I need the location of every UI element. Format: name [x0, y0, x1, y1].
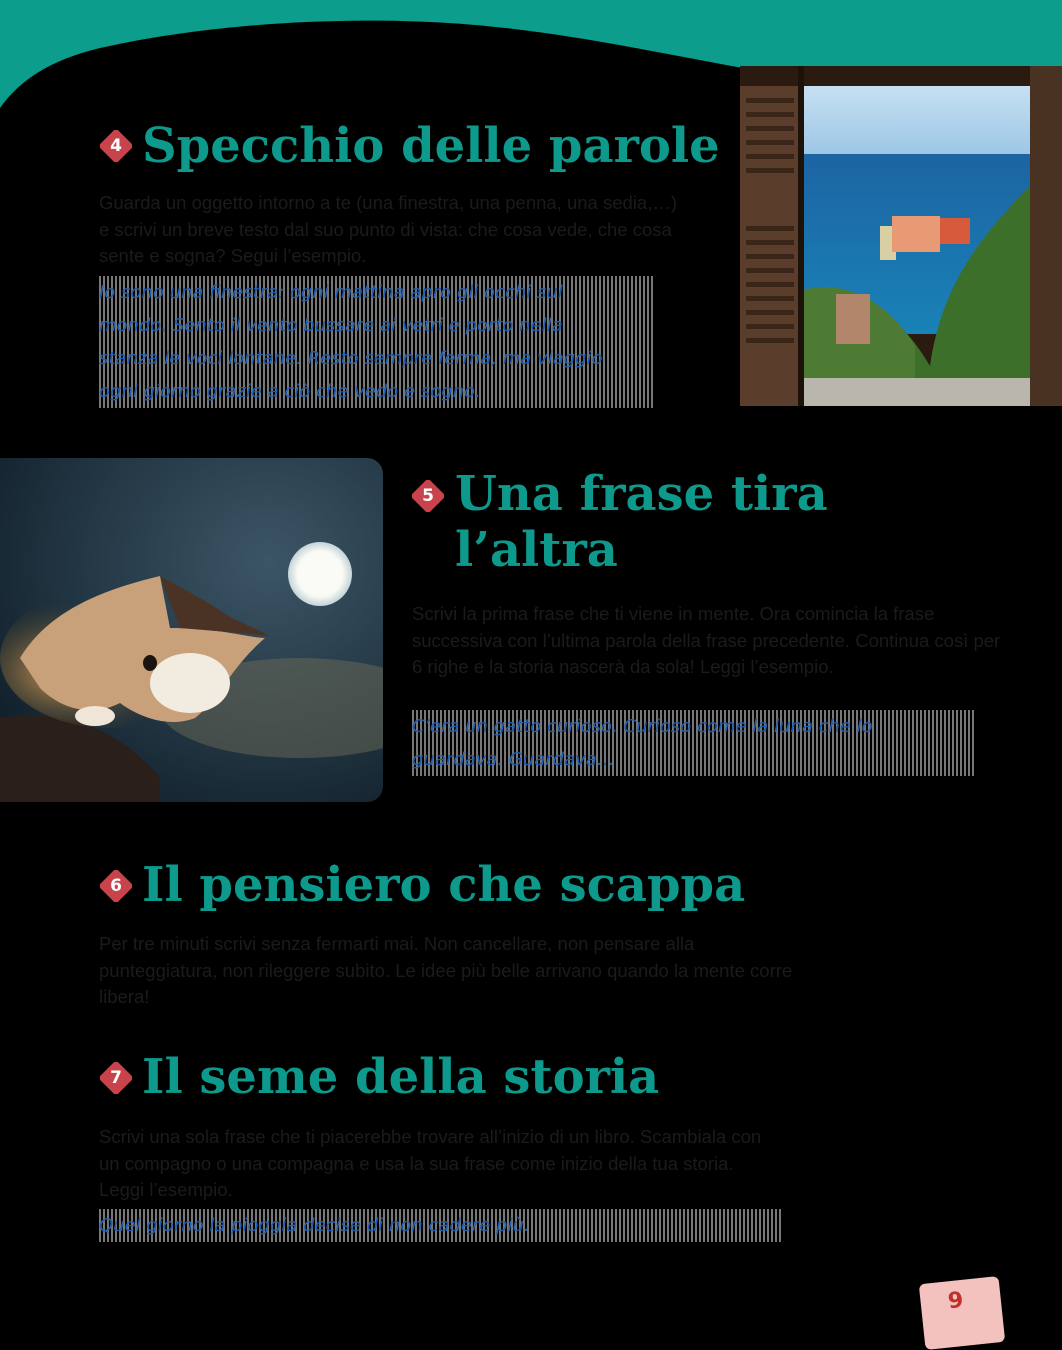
section-6-number: 6: [110, 876, 122, 896]
cat-moon-photo: [0, 458, 383, 802]
example-line: ogni giorno grazie a ciò che vedo e sogno.: [99, 381, 481, 402]
example-line: guardava. Guardava…: [412, 749, 615, 770]
section-4-title: Specchio delle parole: [142, 118, 720, 174]
window-sea-photo: [740, 66, 1062, 406]
section-4-badge: [100, 130, 132, 162]
section-6-title: Il pensiero che scappa: [142, 857, 746, 913]
section-4-example: [99, 276, 653, 408]
example-line: Quel giorno la pioggia decise di non cadere più.: [99, 1215, 530, 1236]
section-5-instructions: Scrivi la prima frase che ti viene in mente. Ora comincia la frase successiva con l’ultima parola della frase precedente. Continua così per 6 righe e la storia nascerà da sola! Leggi l’esempio.: [412, 603, 1001, 677]
example-line: Io sono una finestra: ogni mattina apro gli occhi sul: [99, 282, 563, 303]
example-line: C’era un gatto curioso. Curioso come la luna che lo: [412, 716, 873, 737]
section-6-instructions: Per tre minuti scrivi senza fermarti mai. Non cancellare, non pensare alla punteggiatura, non rileggere subito. Le idee più belle arrivano quando la mente corre libera!: [99, 933, 793, 1007]
example-line: mondo. Sento il vento bussare ai vetri e porto nella: [99, 315, 563, 336]
section-4-number: 4: [110, 136, 122, 156]
section-7-number: 7: [110, 1068, 122, 1088]
section-7-title: Il seme della storia: [142, 1049, 660, 1105]
section-7-badge: [100, 1062, 132, 1094]
section-7-example: [99, 1209, 783, 1242]
section-5-badge: [412, 480, 444, 512]
section-5-number: 5: [422, 486, 434, 506]
section-6-badge: [100, 870, 132, 902]
example-line: stanza le voci lontane. Resto sempre ferma, ma viaggio: [99, 348, 603, 369]
section-4-instructions: Guarda un oggetto intorno a te (una finestra, una penna, una sedia,…) e scrivi un breve testo dal suo punto di vista: che cosa vede, che cosa sente e sogna? Segui l’esempio.: [99, 192, 678, 266]
section-5-title-line-1: Una frase tira: [455, 466, 828, 522]
page-number-tab: [919, 1276, 1005, 1350]
section-5-example: [412, 710, 974, 776]
section-5-title-line-2: l’altra: [455, 522, 618, 578]
section-7-instructions: Scrivi una sola frase che ti piacerebbe trovare all’inizio di un libro. Scambiala con un compagno o una compagna e usa la sua frase come inizio della tua storia. Leggi l’esempio.: [99, 1126, 762, 1200]
page-number: 9: [946, 1287, 965, 1315]
